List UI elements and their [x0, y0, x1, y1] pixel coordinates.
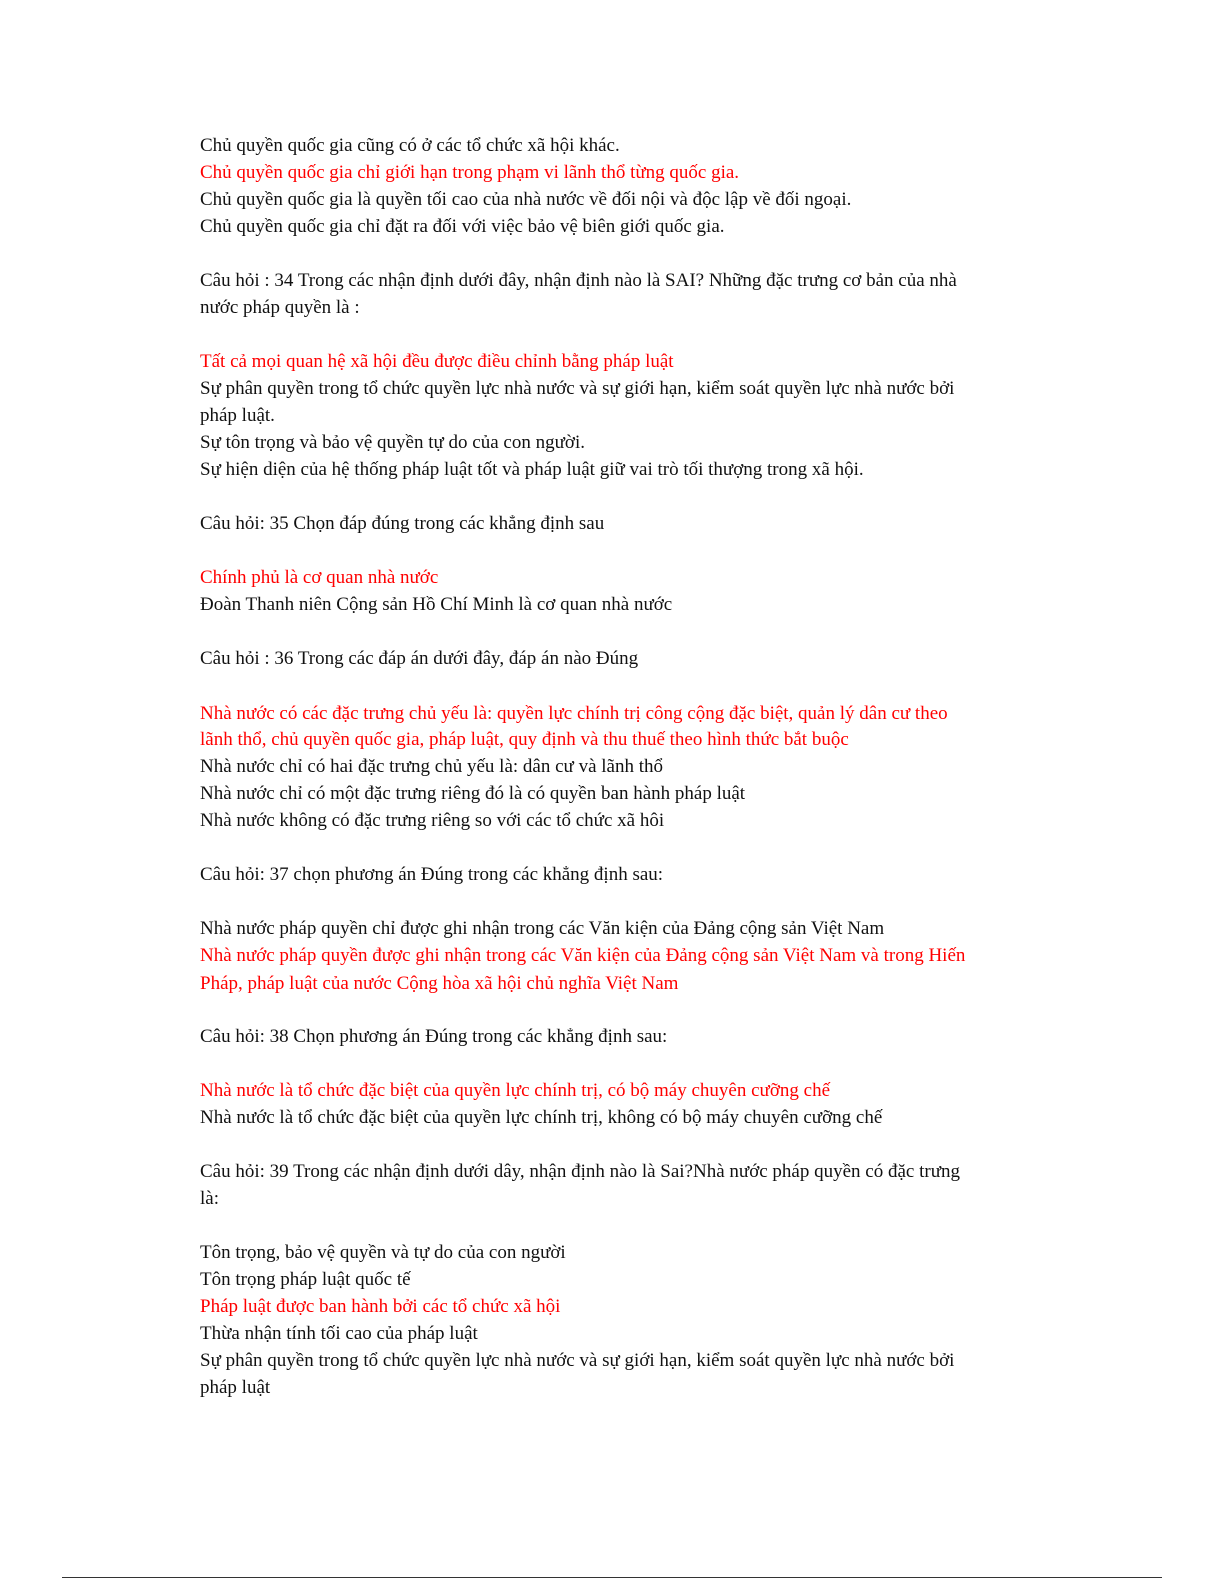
answer-option: Sự tôn trọng và bảo vệ quyền tự do của con người.	[200, 432, 585, 453]
answer-option: Chủ quyền quốc gia cũng có ở các tổ chức xã hội khác.	[200, 135, 620, 156]
correct-answer: Nhà nước có các đặc trưng chủ yếu là: quyền lực chính trị công cộng đặc biệt, quản lý dân cư theo	[200, 703, 948, 724]
correct-answer: Chính phủ là cơ quan nhà nước	[200, 567, 439, 588]
correct-answer: Pháp luật được ban hành bởi các tổ chức xã hội	[200, 1296, 561, 1317]
answer-option: Tôn trọng, bảo vệ quyền và tự do của con người	[200, 1242, 566, 1263]
correct-answer: Nhà nước pháp quyền được ghi nhận trong các Văn kiện của Đảng cộng sản Việt Nam và trong Hiến	[200, 945, 966, 966]
answer-option: Chủ quyền quốc gia là quyền tối cao của nhà nước về đối nội và độc lập về đối ngoại.	[200, 189, 852, 210]
correct-answer: lãnh thổ, chủ quyền quốc gia, pháp luật, quy định và thu thuế theo hình thức bắt buộc	[200, 729, 849, 750]
correct-answer: Nhà nước là tổ chức đặc biệt của quyền lực chính trị, có bộ máy chuyên cưỡng chế	[200, 1080, 831, 1101]
answer-option: pháp luật.	[200, 405, 275, 426]
question-text: Câu hỏi: 39 Trong các nhận định dưới dây, nhận định nào là Sai?Nhà nước pháp quyền có đặc trưng	[200, 1161, 960, 1182]
question-text: Câu hỏi : 36 Trong các đáp án dưới đây, đáp án nào Đúng	[200, 648, 639, 669]
answer-option: Nhà nước chỉ có hai đặc trưng chủ yếu là: dân cư và lãnh thổ	[200, 756, 664, 777]
correct-answer: Chủ quyền quốc gia chỉ giới hạn trong phạm vi lãnh thổ từng quốc gia.	[200, 162, 740, 183]
answer-option: pháp luật	[200, 1377, 271, 1398]
answer-option: Sự phân quyền trong tổ chức quyền lực nhà nước và sự giới hạn, kiểm soát quyền lực nhà nước bởi	[200, 378, 955, 399]
question-text: Câu hỏi : 34 Trong các nhận định dưới đây, nhận định nào là SAI? Những đặc trưng cơ bản của nhà	[200, 270, 957, 291]
answer-option: Sự hiện diện của hệ thống pháp luật tốt và pháp luật giữ vai trò tối thượng trong xã hội.	[200, 459, 864, 480]
question-text: nước pháp quyền là :	[200, 297, 360, 318]
answer-option: Nhà nước chỉ có một đặc trưng riêng đó là có quyền ban hành pháp luật	[200, 783, 746, 804]
answer-option: Đoàn Thanh niên Cộng sản Hồ Chí Minh là cơ quan nhà nước	[200, 594, 673, 615]
answer-option: Thừa nhận tính tối cao của pháp luật	[200, 1323, 478, 1344]
correct-answer: Pháp, pháp luật của nước Cộng hòa xã hội chủ nghĩa Việt Nam	[200, 973, 679, 994]
answer-option: Chủ quyền quốc gia chỉ đặt ra đối với việc bảo vệ biên giới quốc gia.	[200, 216, 725, 237]
answer-option: Tôn trọng pháp luật quốc tế	[200, 1269, 411, 1290]
question-text: Câu hỏi: 35 Chọn đáp đúng trong các khẳng định sau	[200, 513, 605, 534]
answer-option: Nhà nước không có đặc trưng riêng so với các tổ chức xã hôi	[200, 810, 665, 831]
page-bottom-divider	[62, 1577, 1162, 1578]
answer-option: Nhà nước pháp quyền chỉ được ghi nhận trong các Văn kiện của Đảng cộng sản Việt Nam	[200, 918, 885, 939]
answer-option: Nhà nước là tổ chức đặc biệt của quyền lực chính trị, không có bộ máy chuyên cưỡng chế	[200, 1107, 883, 1128]
answer-option: Sự phân quyền trong tổ chức quyền lực nhà nước và sự giới hạn, kiểm soát quyền lực nhà nước bởi	[200, 1350, 955, 1371]
question-text: Câu hỏi: 37 chọn phương án Đúng trong các khẳng định sau:	[200, 864, 664, 885]
question-text: là:	[200, 1188, 219, 1209]
question-text: Câu hỏi: 38 Chọn phương án Đúng trong các khẳng định sau:	[200, 1026, 668, 1047]
correct-answer: Tất cả mọi quan hệ xã hội đều được điều chỉnh bằng pháp luật	[200, 351, 674, 372]
